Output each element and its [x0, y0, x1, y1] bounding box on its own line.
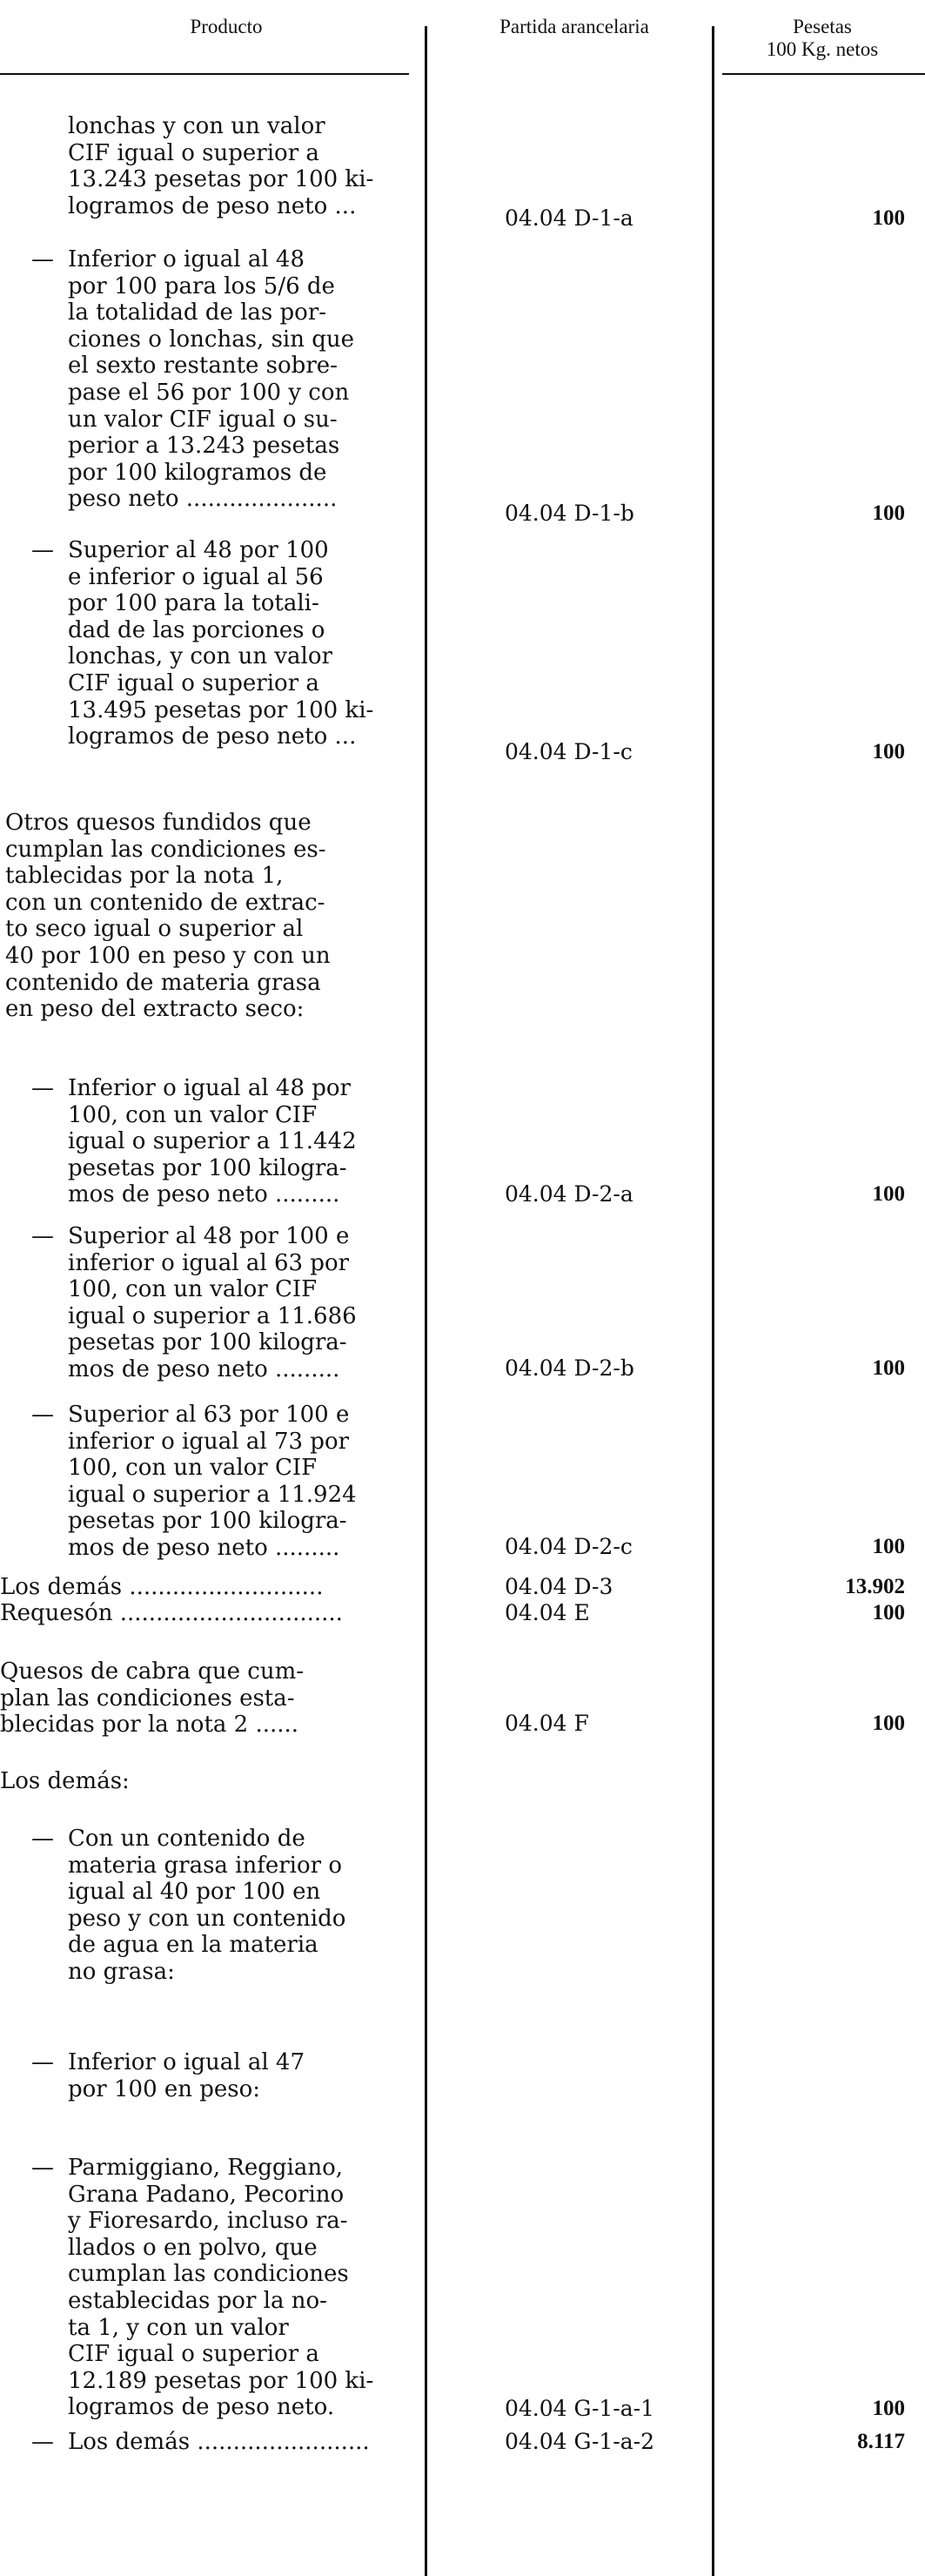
list-dash-r2: — — [31, 246, 54, 272]
product-text-line: 100, con un valor CIF — [68, 1101, 318, 1128]
pesetas-value: 100 — [872, 1712, 905, 1735]
list-dash-r13: — — [31, 2049, 54, 2075]
list-dash-r5: — — [31, 1075, 54, 1101]
product-text-line: Superior al 48 por 100 e — [68, 1223, 350, 1249]
product-text-line: Inferior o igual al 48 — [68, 246, 305, 272]
partida-code: 04.04 F — [505, 1711, 589, 1736]
product-text-line: por 100 para los 5/6 de — [68, 272, 335, 299]
list-dash-r6: — — [31, 1223, 54, 1249]
product-text-line: 13.243 pesetas por 100 ki- — [68, 166, 374, 193]
product-text-line: mos de peso neto ......... — [68, 1356, 340, 1382]
product-text-line: con un contenido de extrac- — [5, 889, 325, 916]
pesetas-value: 100 — [872, 1601, 905, 1624]
product-text-line: mos de peso neto ......... — [68, 1535, 340, 1561]
product-text-line: e inferior o igual al 56 — [68, 563, 324, 590]
product-text-line: Inferior o igual al 47 — [68, 2049, 305, 2075]
product-text-line: tablecidas por la nota 1, — [5, 863, 284, 890]
header-rule-left — [0, 73, 409, 75]
partida-code: 04.04 G-1-a-2 — [505, 2429, 655, 2454]
partida-code: 04.04 D-1-b — [505, 501, 634, 526]
product-text-line: y Fioresardo, incluso ra- — [68, 2208, 348, 2235]
product-text-line: por 100 para la totali- — [68, 590, 319, 617]
product-text-line: 13.495 pesetas por 100 ki- — [68, 696, 374, 723]
column-divider-1 — [425, 26, 427, 2576]
product-text-line: Los demás ........................... — [0, 1574, 324, 1600]
product-text-line: igual al 40 por 100 en — [68, 1879, 321, 1906]
pesetas-value: 13.902 — [845, 1575, 905, 1598]
product-text-line: dad de las porciones o — [68, 616, 325, 643]
product-text-line: inferior o igual al 63 por — [68, 1249, 350, 1276]
product-text-line: por 100 kilogramos de — [68, 459, 327, 486]
product-text-line: igual o superior a 11.686 — [68, 1302, 357, 1329]
product-text-line: lonchas y con un valor — [68, 113, 325, 139]
product-text-line: perior a 13.243 pesetas — [68, 433, 340, 460]
product-text-line: Superior al 48 por 100 — [68, 537, 329, 563]
product-text-line: blecidas por la nota 2 ...... — [0, 1712, 299, 1739]
list-dash-r12: — — [31, 1826, 54, 1852]
product-text-line: por 100 en peso: — [68, 2075, 261, 2102]
product-text-line: pase el 56 por 100 y con — [68, 380, 350, 406]
product-text-line: 100, con un valor CIF — [68, 1455, 318, 1482]
product-text-line: igual o superior a 11.442 — [68, 1128, 357, 1155]
product-text-line: 12.189 pesetas por 100 ki- — [68, 2367, 374, 2394]
product-text-line: Parmiggiano, Reggiano, — [68, 2155, 343, 2181]
product-text-line: igual o superior a 11.924 — [68, 1481, 357, 1508]
pesetas-value: 8.117 — [857, 2430, 905, 2453]
column-header-partida: Partida arancelaria — [499, 16, 649, 37]
product-text-line: Los demás: — [0, 1768, 130, 1794]
product-text-line: la totalidad de las por- — [68, 299, 327, 326]
product-text-line: Inferior o igual al 48 por — [68, 1075, 351, 1101]
product-text-line: materia grasa inferior o — [68, 1852, 342, 1879]
column-header-producto: Producto — [190, 16, 263, 37]
header-rule-right — [722, 73, 925, 75]
list-dash-r7: — — [31, 1402, 54, 1428]
partida-code: 04.04 D-2-b — [505, 1355, 634, 1381]
product-text-line: contenido de materia grasa — [5, 969, 321, 996]
pesetas-value: 100 — [872, 1182, 905, 1206]
product-text-line: de agua en la materia — [68, 1932, 318, 1959]
pesetas-value: 100 — [872, 1356, 905, 1380]
pesetas-value: 100 — [872, 740, 905, 763]
product-text-line: ciones o lonchas, sin que — [68, 326, 355, 353]
product-text-line: logramos de peso neto ... — [68, 723, 357, 750]
product-text-line: Superior al 63 por 100 e — [68, 1402, 350, 1428]
product-text-line: logramos de peso neto. — [68, 2394, 335, 2421]
list-dash-r3: — — [31, 537, 54, 563]
product-text-line: lonchas, y con un valor — [68, 643, 332, 670]
partida-code: 04.04 D-2-c — [505, 1534, 633, 1559]
product-text-line: logramos de peso neto ... — [68, 192, 357, 219]
product-text-line: pesetas por 100 kilogra- — [68, 1508, 347, 1535]
product-text-line: CIF igual o superior a — [68, 670, 319, 696]
product-text-line: Grana Padano, Pecorino — [68, 2181, 345, 2208]
product-text-line: pesetas por 100 kilogra- — [68, 1154, 347, 1181]
product-text-line: CIF igual o superior a — [68, 139, 319, 166]
partida-code: 04.04 G-1-a-1 — [505, 2396, 655, 2421]
partida-code: 04.04 E — [505, 1600, 590, 1625]
product-text-line: llados o en polvo, que — [68, 2234, 318, 2261]
pesetas-value: 100 — [872, 501, 905, 525]
product-text-line: Requesón ............................... — [0, 1600, 343, 1626]
product-text-line: ta 1, y con un valor — [68, 2314, 289, 2341]
product-text-line: pesetas por 100 kilogra- — [68, 1329, 347, 1356]
product-text-line: no grasa: — [68, 1959, 175, 1985]
pesetas-value: 100 — [872, 1535, 905, 1558]
product-text-line: mos de peso neto ......... — [68, 1181, 340, 1208]
partida-code: 04.04 D-3 — [505, 1574, 613, 1599]
column-header-pesetas-line1: Pesetas — [793, 16, 852, 37]
pesetas-value: 100 — [872, 2397, 905, 2420]
column-header-pesetas-line2: 100 Kg. netos — [766, 38, 879, 61]
product-text-line: el sexto restante sobre- — [68, 353, 338, 380]
partida-code: 04.04 D-2-a — [505, 1181, 633, 1207]
product-text-line: Con un contenido de — [68, 1826, 305, 1852]
partida-code: 04.04 D-1-a — [505, 205, 633, 231]
column-header-pesetas — [722, 16, 922, 62]
partida-code: 04.04 D-1-c — [505, 739, 633, 764]
product-text-line: Los demás ........................ — [68, 2429, 370, 2455]
product-text-line: to seco igual o superior al — [5, 916, 304, 943]
product-text-line: establecidas por la no- — [68, 2288, 327, 2314]
product-text-line: inferior o igual al 73 por — [68, 1428, 350, 1455]
product-text-line: Otros quesos fundidos que — [5, 810, 312, 836]
list-dash-r14: — — [31, 2155, 54, 2181]
product-text-line: peso y con un contenido — [68, 1905, 346, 1932]
product-text-line: peso neto ..................... — [68, 486, 338, 513]
product-text-line: en peso del extracto seco: — [5, 996, 305, 1023]
product-text-line: un valor CIF igual o su- — [68, 406, 338, 433]
list-dash-r15: — — [31, 2429, 54, 2455]
product-text-line: plan las condiciones esta- — [0, 1685, 295, 1712]
product-text-line: 40 por 100 en peso y con un — [5, 943, 331, 969]
product-text-line: Quesos de cabra que cum- — [0, 1658, 305, 1685]
product-text-line: CIF igual o superior a — [68, 2341, 319, 2368]
product-text-line: cumplan las condiciones es- — [5, 836, 326, 863]
pesetas-value: 100 — [872, 206, 905, 230]
product-text-line: 100, con un valor CIF — [68, 1276, 318, 1303]
product-text-line: cumplan las condiciones — [68, 2261, 349, 2288]
column-divider-2 — [712, 26, 714, 2576]
